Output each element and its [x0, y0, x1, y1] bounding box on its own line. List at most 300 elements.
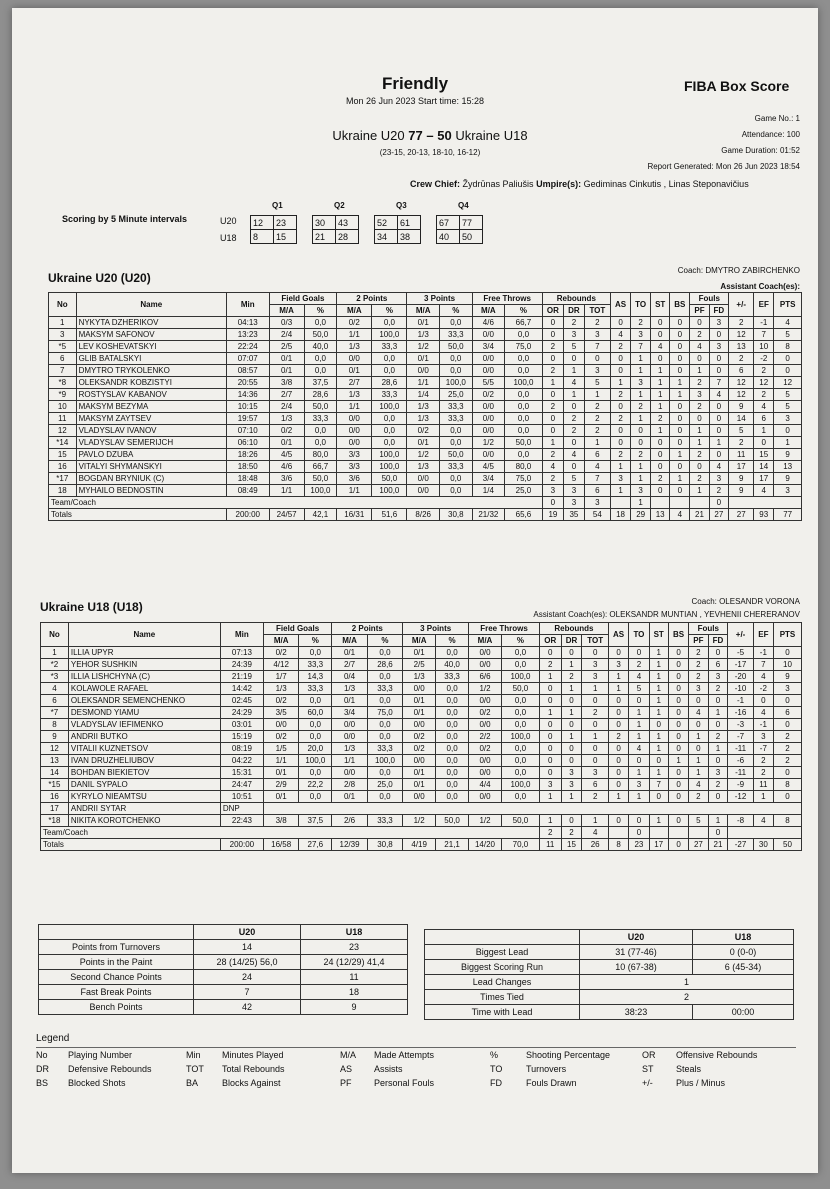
stat-cell: 5 [774, 389, 802, 401]
lead-label: Lead Changes [425, 975, 580, 990]
totals-cell: 4 [670, 509, 690, 521]
stat-cell: 3/3 [337, 461, 372, 473]
stat-cell: 2 [564, 425, 585, 437]
stat-cell: 3/6 [269, 473, 304, 485]
stat-cell: 4 [754, 401, 774, 413]
stat-cell: 1 [651, 377, 670, 389]
stat-cell: 7 [631, 341, 651, 353]
stat-cell: 1/2 [472, 437, 505, 449]
player-dnp: DNP [220, 803, 263, 815]
player-row [49, 473, 802, 485]
legend-desc: Offensive Rebounds [676, 1050, 758, 1060]
stat-cell: 0 [542, 389, 563, 401]
stat-cell: 100,0 [304, 485, 337, 497]
stat-cell: 3 [709, 317, 729, 329]
player-row [41, 731, 802, 743]
player-name: ILLIA UPYR [68, 647, 220, 659]
scoring-row-u18 [437, 230, 483, 244]
totals-cell: 21 [708, 839, 728, 851]
stat-cell: 0,0 [367, 731, 402, 743]
stat-cell: 1 [629, 767, 649, 779]
scoring-row-u20 [313, 216, 359, 230]
stat-cell: 2/2 [469, 731, 502, 743]
stat-cell: 3 [690, 389, 709, 401]
empty-cell [263, 803, 801, 815]
player-number: 11 [49, 413, 77, 425]
stat-cell: 0,0 [436, 791, 469, 803]
subcol-pct: % [436, 635, 469, 647]
stat-cell: 2 [582, 791, 608, 803]
crew-line [410, 179, 749, 189]
lead-value: 38:23 [580, 1005, 693, 1020]
stat-cell: 0,0 [372, 413, 407, 425]
scoring-cell: 77 [460, 216, 483, 230]
player-row [41, 659, 802, 671]
stat-cell: 0/2 [263, 647, 298, 659]
stat-cell: 1/3 [407, 413, 440, 425]
stat-cell: 1 [539, 707, 561, 719]
stat-cell: 0 [561, 755, 582, 767]
col-pts: PTS [773, 623, 801, 647]
totals-cell: 70,0 [501, 839, 539, 851]
stat-cell: 2 [584, 413, 610, 425]
stat-cell: 22,2 [299, 779, 332, 791]
totals-cell: 21/32 [472, 509, 505, 521]
subcol-pct: % [372, 305, 407, 317]
col-st: ST [651, 293, 670, 317]
stat-cell: 0/0 [469, 647, 502, 659]
stat-cell: 0/0 [403, 719, 436, 731]
player-number: 16 [49, 461, 77, 473]
stat-cell: 1/4 [472, 485, 505, 497]
stat-cell: 1 [651, 365, 670, 377]
stat-cell: 2 [690, 449, 709, 461]
stat-cell: -1 [753, 719, 773, 731]
player-row [41, 755, 802, 767]
stat-cell: 6 [584, 449, 610, 461]
stat-cell: 13:23 [226, 329, 269, 341]
stat-cell: 2 [542, 341, 563, 353]
scoring-team-1: U20 [220, 216, 237, 226]
stat-cell: 1 [629, 731, 649, 743]
stat-cell: 0,0 [440, 485, 473, 497]
stat-cell: 50,0 [501, 815, 539, 827]
stat-cell: 4 [564, 449, 585, 461]
stat-cell: 0 [689, 743, 708, 755]
scoring-cell: 43 [336, 216, 359, 230]
legend-abbr: No [36, 1050, 48, 1060]
stat-cell: 0/0 [337, 353, 372, 365]
stat-cell: 0,0 [436, 719, 469, 731]
stat-cell: 0 [670, 425, 690, 437]
stat-cell [651, 497, 670, 509]
stat-cell: 1/3 [337, 389, 372, 401]
stats-value: 28 (14/25) 56,0 [194, 955, 301, 970]
stat-cell: 3 [584, 365, 610, 377]
col-2-points: 2 Points [332, 623, 403, 635]
stat-cell: 3 [708, 671, 728, 683]
stat-cell: 0 [608, 647, 628, 659]
col-3-points: 3 Points [407, 293, 472, 305]
stat-cell: 50,0 [440, 341, 473, 353]
player-number: 1 [49, 317, 77, 329]
stat-cell: 6 [729, 365, 754, 377]
player-name: YEHOR SUSHKIN [68, 659, 220, 671]
stat-cell: 1 [631, 389, 651, 401]
col-3-points: 3 Points [403, 623, 469, 635]
stat-cell: 1/1 [332, 755, 367, 767]
stat-cell: 66,7 [304, 461, 337, 473]
stat-cell: 4 [689, 707, 708, 719]
legend-abbr: BA [186, 1078, 199, 1088]
stat-cell: 4 [584, 461, 610, 473]
stat-cell: 7 [649, 779, 668, 791]
stat-cell: 1 [561, 731, 582, 743]
stat-cell: 24:39 [220, 659, 263, 671]
player-number: 4 [41, 683, 69, 695]
lead-label: Time with Lead [425, 1005, 580, 1020]
stat-cell: 6 [584, 485, 610, 497]
stat-cell: 0,0 [505, 365, 543, 377]
col-plus-minus: +/- [728, 623, 753, 647]
stat-cell: 33,3 [372, 389, 407, 401]
stat-cell: 0 [542, 497, 563, 509]
stat-cell: 3 [631, 485, 651, 497]
player-number: 13 [41, 755, 69, 767]
stat-cell: 1 [631, 461, 651, 473]
stat-cell: 100,0 [372, 401, 407, 413]
stat-cell: 14 [729, 413, 754, 425]
stat-cell: 1 [608, 683, 628, 695]
totals-cell: 17 [649, 839, 668, 851]
stat-cell: 2 [753, 755, 773, 767]
legend-abbr: DR [36, 1064, 49, 1074]
stat-cell: 7 [753, 659, 773, 671]
stat-cell: -11 [728, 767, 753, 779]
stat-cell: 37,5 [304, 377, 337, 389]
stat-cell: 0 [629, 827, 649, 839]
stat-cell: 1 [690, 485, 709, 497]
stat-cell: 0 [608, 779, 628, 791]
totals-cell: -27 [728, 839, 753, 851]
stat-cell: 0 [668, 731, 688, 743]
stat-cell: 2 [631, 401, 651, 413]
stat-cell: 2 [608, 731, 628, 743]
legend-abbr: TO [490, 1064, 503, 1074]
player-name: PAVLO DZUBA [76, 449, 226, 461]
team2-heading: Ukraine U18 (U18) [40, 600, 143, 614]
stat-cell: 4 [610, 329, 630, 341]
stat-cell [690, 497, 709, 509]
stat-cell: 0 [668, 815, 688, 827]
stats-value: 18 [301, 985, 408, 1000]
stat-cell: 0 [561, 743, 582, 755]
stat-cell: 5/5 [472, 377, 505, 389]
stat-cell: 4 [629, 671, 649, 683]
stat-cell: 0/2 [469, 743, 502, 755]
stat-cell: 0 [631, 437, 651, 449]
totals-cell: 30,8 [440, 509, 473, 521]
stat-cell: 1/2 [403, 815, 436, 827]
stat-cell: 3/3 [337, 449, 372, 461]
stat-cell: 0 [608, 755, 628, 767]
stat-cell: 2 [539, 659, 561, 671]
col-field-goals: Field Goals [269, 293, 337, 305]
stat-cell: 0,0 [436, 755, 469, 767]
team1-heading: Ukraine U20 (U20) [48, 271, 151, 285]
stat-cell: 0 [651, 461, 670, 473]
stat-cell: 15 [754, 449, 774, 461]
player-name: VITALYI SHYMANSKYI [76, 461, 226, 473]
umpires-label: Umpire(s): [536, 179, 582, 189]
stat-cell: 1 [670, 473, 690, 485]
stat-cell: 15:31 [220, 767, 263, 779]
totals-row [49, 509, 802, 521]
scoring-cell: 67 [437, 216, 460, 230]
stat-cell: 0/1 [403, 707, 436, 719]
stat-cell: 0/0 [472, 329, 505, 341]
stat-cell: 0 [608, 719, 628, 731]
legend-desc: Made Attempts [374, 1050, 435, 1060]
stat-cell: 80,0 [505, 461, 543, 473]
stat-cell: 0 [690, 353, 709, 365]
stat-cell: -11 [728, 743, 753, 755]
stat-cell: 0,0 [440, 317, 473, 329]
legend-desc: Blocks Against [222, 1078, 281, 1088]
stat-cell: 3 [773, 683, 801, 695]
team-stats-table [38, 924, 408, 1015]
stat-cell: 33,3 [367, 683, 402, 695]
away-team: Ukraine U18 [455, 128, 528, 143]
totals-cell: 24/57 [269, 509, 304, 521]
lead-value: 6 (45-34) [693, 960, 794, 975]
player-name: KOLAWOLE RAFAEL [68, 683, 220, 695]
player-number: 6 [41, 695, 69, 707]
stat-cell: 0/2 [407, 425, 440, 437]
stat-cell: 4/6 [472, 317, 505, 329]
stat-cell: 1 [584, 437, 610, 449]
stat-cell: 13 [774, 461, 802, 473]
stat-cell: 0/0 [332, 731, 367, 743]
totals-cell: 0 [668, 839, 688, 851]
stat-cell: 2 [564, 317, 585, 329]
stat-cell: -1 [753, 647, 773, 659]
col-as: AS [610, 293, 630, 317]
stat-cell: 100,0 [372, 461, 407, 473]
stat-cell [689, 827, 708, 839]
legend-abbr: BS [36, 1078, 49, 1088]
stat-cell: 1 [649, 683, 668, 695]
stat-cell: 03:01 [220, 719, 263, 731]
player-number: 17 [41, 803, 69, 815]
stat-cell: 1 [584, 389, 610, 401]
stat-cell: 2 [754, 365, 774, 377]
totals-cell: 18 [610, 509, 630, 521]
stat-cell: -1 [754, 317, 774, 329]
subcol-ma: M/A [337, 305, 372, 317]
player-name: BOHDAN BIEKIETOV [68, 767, 220, 779]
stat-cell: 2 [753, 767, 773, 779]
stat-cell: 0 [668, 791, 688, 803]
legend-desc: Steals [676, 1064, 702, 1074]
stat-cell: 1 [561, 659, 582, 671]
legend-abbr: TOT [186, 1064, 204, 1074]
stat-cell: 0/1 [407, 317, 440, 329]
col-2-points: 2 Points [337, 293, 407, 305]
stat-cell: 2 [561, 671, 582, 683]
totals-cell: 35 [564, 509, 585, 521]
stat-cell: 1/3 [269, 413, 304, 425]
subcol-pct: % [367, 635, 402, 647]
stat-cell: 1 [542, 437, 563, 449]
stat-cell: 0 [651, 353, 670, 365]
stat-cell: 0 [709, 365, 729, 377]
totals-cell: 93 [754, 509, 774, 521]
team1-assistant: Assistant Coach(es): [720, 282, 800, 291]
col-name: Name [68, 623, 220, 647]
team2-box-table [40, 622, 802, 851]
stat-cell: 2/5 [269, 341, 304, 353]
stat-cell: 2 [773, 755, 801, 767]
stats-row [39, 1000, 408, 1015]
stat-cell: 1 [690, 437, 709, 449]
stat-cell: 20:55 [226, 377, 269, 389]
stat-cell: 0,0 [440, 365, 473, 377]
stat-cell: 0/0 [337, 437, 372, 449]
player-name: IVAN DRUZHELIUBOV [68, 755, 220, 767]
stat-cell: 100,0 [440, 377, 473, 389]
stats-value: 14 [194, 940, 301, 955]
stat-cell: 0 [649, 719, 668, 731]
stat-cell: 0 [709, 449, 729, 461]
stats-blank [39, 925, 194, 940]
stat-cell: 0,0 [299, 719, 332, 731]
stat-cell: 08:19 [220, 743, 263, 755]
stat-cell: 11 [729, 449, 754, 461]
stat-cell: 0 [668, 671, 688, 683]
stat-cell: 2 [631, 317, 651, 329]
totals-cell: 15 [561, 839, 582, 851]
col-bs: BS [670, 293, 690, 317]
player-name: NIKITA KOROTCHENKO [68, 815, 220, 827]
player-number: *15 [41, 779, 69, 791]
stat-cell: 0/4 [332, 671, 367, 683]
stat-cell: 2/5 [403, 659, 436, 671]
col-fouls: Fouls [690, 293, 729, 305]
player-name: ROSTYSLAV KABANOV [76, 389, 226, 401]
subcol-pct: % [304, 305, 337, 317]
stat-cell: 0,0 [505, 425, 543, 437]
stat-cell: 0 [651, 317, 670, 329]
player-row [41, 671, 802, 683]
subcol-pct: % [501, 635, 539, 647]
team1-coach: Coach: DMYTRO ZABIRCHENKO [677, 266, 800, 275]
stat-cell: 0/1 [332, 791, 367, 803]
stats-value: 42 [194, 1000, 301, 1015]
stat-cell: 2 [689, 659, 708, 671]
player-name: OLEKSANDR KOBZISTYI [76, 377, 226, 389]
player-row [49, 341, 802, 353]
stat-cell: 3 [542, 485, 563, 497]
stat-cell: 0 [689, 719, 708, 731]
lead-label: Times Tied [425, 990, 580, 1005]
scoring-cell: 28 [336, 230, 359, 244]
legend-abbr: ST [642, 1064, 654, 1074]
legend-desc: Personal Fouls [374, 1078, 435, 1088]
stat-cell: 1 [651, 401, 670, 413]
stat-cell: 3 [709, 341, 729, 353]
stat-cell: 1 [774, 437, 802, 449]
player-name: MAKSYM ZAYTSEV [76, 413, 226, 425]
team1-box-table [48, 292, 802, 521]
stat-cell: 100,0 [299, 755, 332, 767]
stat-cell: 3 [539, 779, 561, 791]
stats-label: Second Chance Points [39, 970, 194, 985]
date-line: Mon 26 Jun 2023 Start time: 15:28 [345, 96, 485, 106]
scoring-q4-box [436, 215, 483, 244]
stat-cell: 0/3 [269, 317, 304, 329]
stat-cell: 0,0 [436, 731, 469, 743]
stat-cell: 22:24 [226, 341, 269, 353]
stat-cell: 4 [690, 341, 709, 353]
stat-cell: 10:51 [220, 791, 263, 803]
stat-cell: 33,3 [372, 341, 407, 353]
stat-cell: 0 [631, 425, 651, 437]
stat-cell: 0/1 [337, 365, 372, 377]
stat-cell: 0 [670, 341, 690, 353]
stat-cell: 0,0 [505, 401, 543, 413]
player-row [41, 815, 802, 827]
col-to: TO [631, 293, 651, 317]
stat-cell: 2 [689, 791, 708, 803]
stat-cell: 0 [542, 317, 563, 329]
stat-cell: 0/2 [403, 731, 436, 743]
stat-cell: 1 [582, 683, 608, 695]
stat-cell: 0,0 [440, 353, 473, 365]
stat-cell: 3 [564, 485, 585, 497]
stat-cell: 1 [608, 671, 628, 683]
stats-row [39, 955, 408, 970]
lead-blank [425, 930, 580, 945]
stat-cell: 0,0 [372, 437, 407, 449]
stat-cell: 1/5 [263, 743, 298, 755]
stat-cell: 9 [729, 473, 754, 485]
totals-cell: 4/19 [403, 839, 436, 851]
stat-cell: 1 [610, 461, 630, 473]
stat-cell: 5 [564, 341, 585, 353]
stat-cell: 1 [608, 791, 628, 803]
header-row-1 [41, 623, 802, 635]
stat-cell: 0/1 [332, 695, 367, 707]
stat-cell: 3/6 [337, 473, 372, 485]
stat-cell [608, 827, 628, 839]
stat-cell: 9 [729, 401, 754, 413]
legend-abbr: FD [490, 1078, 502, 1088]
stat-cell: 0/2 [263, 731, 298, 743]
stat-cell: 1 [582, 731, 608, 743]
totals-cell: 65,6 [505, 509, 543, 521]
totals-cell: 23 [629, 839, 649, 851]
stat-cell: 1 [631, 413, 651, 425]
crew-chief: Žydrūnas Paliušis [462, 179, 534, 189]
stat-cell: 2/7 [332, 659, 367, 671]
scoring-q2-label: Q2 [334, 201, 345, 210]
player-number: 6 [49, 353, 77, 365]
player-number: 14 [41, 767, 69, 779]
stat-cell: 0,0 [367, 671, 402, 683]
stat-cell: 33,3 [440, 401, 473, 413]
totals-cell: 8 [608, 839, 628, 851]
